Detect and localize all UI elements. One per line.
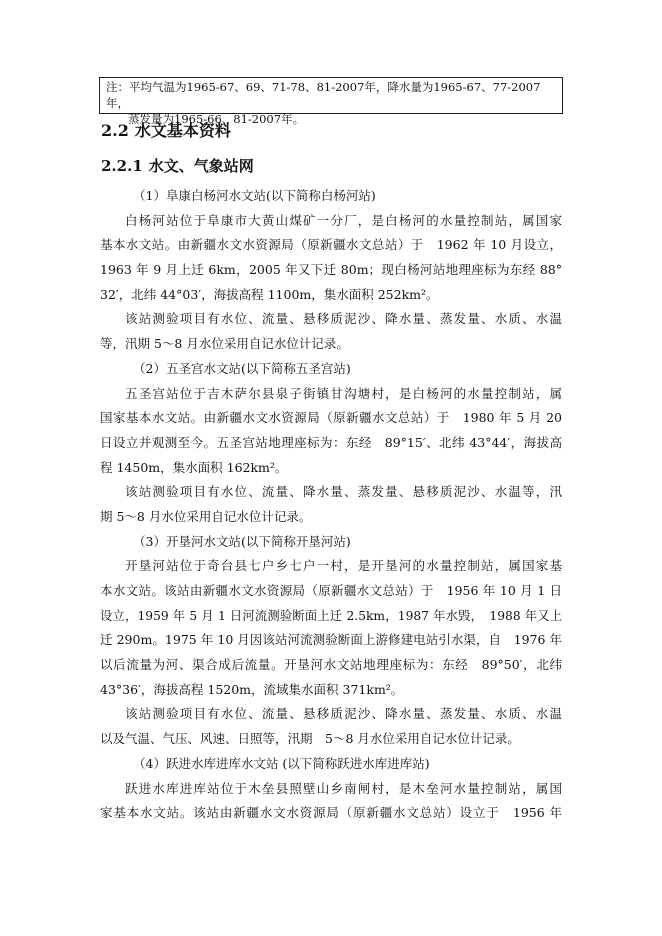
- text-line: 迁 290m。1975 年 10 月因该站河流测验断面上游修建电站引水渠，自 1976 年: [100, 632, 562, 648]
- text-line: 设立，1959 年 5 月 1 日河流测验断面上迁 2.5km，1987 年水毁， 1988 年又上: [100, 608, 562, 623]
- text-line: 白杨河站位于阜康市大黄山煤矿一分厂，是白杨河的水量控制站，属国家: [125, 212, 562, 228]
- note-box: [99, 77, 563, 126]
- text-line: 基本水文站。由新疆水文水资源局（原新疆水文总站）于 1962 年 10 月设立，: [100, 237, 562, 253]
- section-title: 水文基本资料: [134, 121, 231, 140]
- section-number: 2.2: [101, 121, 129, 140]
- text-line: 日设立并观测至今。五圣宫站地理座标为：东经 89°15′、北纬 43°44′，海拔高: [100, 434, 562, 450]
- body-text: [100, 184, 562, 826]
- text-line: 本水文站。该站由新疆水文水资源局（原新疆水文总站）于 1956 年 10 月 1 日: [100, 583, 562, 598]
- subsection-title: 水文、气象站网: [148, 157, 254, 175]
- subsection-number: 2.2.1: [101, 157, 143, 175]
- text-line: 开垦河站位于奇台县七户乡七户一村，是开垦河的水量控制站，属国家基: [125, 558, 562, 574]
- section-heading: [101, 118, 231, 141]
- text-line: 以后流量为河、渠合成后流量。开垦河水文站地理座标为：东经 89°50′，北纬: [100, 657, 562, 673]
- text-line: 等，汛期 5～8 月水位采用自记水位计记录。: [100, 336, 349, 352]
- station-heading: （1）阜康白杨河水文站(以下简称白杨河站): [133, 188, 376, 203]
- text-line: 五圣宫站位于吉木萨尔县泉子街镇甘沟塘村，是白杨河的水量控制站，属: [125, 385, 562, 401]
- text-line: 32′，北纬 44°03′，海拔高程 1100m，集水面积 252km²。: [100, 286, 439, 302]
- text-line: 该站测验项目有水位、流量、悬移质泥沙、降水量、蒸发量、水质、水温: [125, 311, 562, 327]
- text-line: 程 1450m，集水面积 162km²。: [100, 459, 288, 475]
- text-line: 43°36′，海拔高程 1520m，流域集水面积 371km²。: [100, 681, 404, 697]
- subsection-heading: [101, 155, 254, 176]
- station-heading: （4）跃进水库进库水文站 (以下简称跃进水库进库站): [133, 755, 430, 771]
- text-line: 期 5～8 月水位采用自记水位计记录。: [100, 508, 312, 524]
- text-line: 家基本水文站。该站由新疆水文水资源局（原新疆水文总站）设立于 1956 年: [100, 805, 562, 821]
- note-line-2: 蒸发量为1965-66、81-2007年。: [128, 112, 305, 126]
- text-line: 以及气温、气压、风速、日照等，汛期 5～8 月水位采用自记水位计记录。: [100, 731, 520, 747]
- note-line-1: 注：平均气温为1965-67、69、71-78、81-2007年，降水量为1965-67、77-2007年，: [106, 80, 541, 110]
- text-line: 该站测验项目有水位、流量、降水量、蒸发量、悬移质泥沙、水温等，汛: [125, 484, 562, 500]
- station-heading: （2）五圣宫水文站(以下简称五圣宫站): [133, 360, 351, 376]
- text-line: 该站测验项目有水位、流量、悬移质泥沙、降水量、蒸发量、水质、水温: [125, 706, 562, 722]
- text-line: 1963 年 9 月上迁 6km，2005 年又下迁 80m；现白杨河站地理座标为东经 88°: [100, 262, 562, 278]
- station-heading: （3）开垦河水文站(以下简称开垦河站): [133, 533, 351, 549]
- text-line: 国家基本水文站。由新疆水文水资源局（原新疆水文总站）于 1980 年 5 月 20: [100, 410, 562, 426]
- text-line: 跃进水库进库站位于木垒县照壁山乡南闸村，是木垒河水量控制站，属国: [125, 780, 562, 796]
